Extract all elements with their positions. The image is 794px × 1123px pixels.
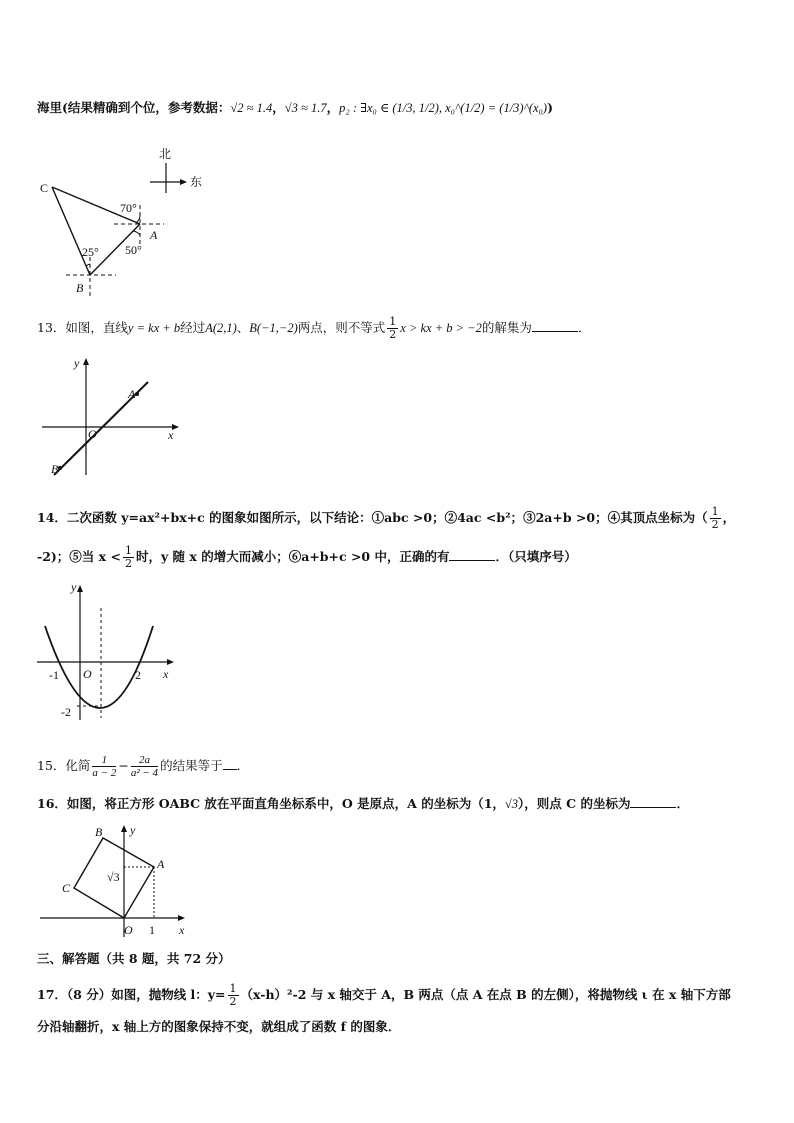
q16-text2: ），则点 C 的坐标为 bbox=[518, 796, 631, 811]
fig16-x-label: x bbox=[179, 923, 185, 937]
ref-sqrt2: √2 ≈ 1.4 bbox=[230, 101, 273, 115]
q17-fraction: $\frac{1}{2}$ bbox=[229, 982, 237, 1008]
q14-line2b: 时，y 随 x 的增大而减小；⑥a+b+c >0 中，正确的有 bbox=[135, 549, 450, 564]
fig13-origin: O bbox=[88, 427, 97, 441]
q14-c1: ①abc >0； bbox=[371, 510, 445, 525]
q14-c4: ④其顶点坐标为（ bbox=[607, 510, 708, 525]
fig14-y-label: y bbox=[71, 580, 77, 594]
q14-line2c: ．（只填序号） bbox=[495, 549, 577, 564]
fig13-x-label: x bbox=[168, 428, 174, 442]
fig16-sqrt3: √3 bbox=[107, 870, 120, 884]
north-label: 北 bbox=[159, 147, 172, 161]
q13-eq: y = kx + b bbox=[127, 321, 181, 335]
q15-lead: 15．化简 bbox=[37, 758, 91, 773]
point-B: B bbox=[76, 281, 84, 295]
figure-navigation bbox=[30, 145, 230, 300]
ref-sep2: ， bbox=[326, 100, 340, 115]
reference-data-line bbox=[37, 99, 553, 117]
section-3-heading: 三、解答题（共 8 题，共 72 分） bbox=[37, 951, 231, 966]
q16-text: 16．如图，将正方形 OABC 放在平面直角坐标系中，O 是原点，A 的坐标为（1， bbox=[37, 796, 505, 811]
ref-p2: p₂ : ∃x₀ ∈ (1/3, 1/2), x₀^(1/2) = (1/3)^(x₀) bbox=[339, 101, 548, 115]
fig16-point-B: B bbox=[95, 825, 103, 839]
q14-answer-blank[interactable] bbox=[449, 548, 495, 561]
q14-c3: ③2a+b >0； bbox=[523, 510, 608, 525]
question-17-line1 bbox=[37, 983, 731, 1008]
question-17-line2: 分沿轴翻折，x 轴上方的图象保持不变，就组成了函数 f 的图象． bbox=[37, 1019, 401, 1034]
q14-fraction-2: $\frac{1}{2}$ bbox=[124, 544, 132, 570]
q15-answer-blank[interactable] bbox=[223, 757, 237, 770]
q13-mid1: 经过 bbox=[180, 320, 206, 335]
fig13-point-B: B bbox=[51, 462, 59, 476]
east-label: 东 bbox=[190, 175, 203, 189]
q13-tail: 的解集为 bbox=[481, 320, 532, 335]
point-C: C bbox=[40, 181, 49, 195]
question-14-line2 bbox=[37, 545, 577, 570]
q14-c4b: ， bbox=[722, 510, 736, 525]
q17-line1a: 17．（8 分）如图，抛物线 l：y= bbox=[37, 987, 226, 1002]
q13-fraction: $\frac{1}{2}$ bbox=[389, 315, 397, 341]
q16-end: ． bbox=[676, 796, 689, 811]
angle-70: 70° bbox=[120, 201, 137, 215]
q15-minus: − bbox=[118, 758, 129, 773]
q15-fraction-2: $\frac{2a}{\text{a² − 4}}$ bbox=[130, 754, 159, 779]
q13-lead: 13．如图，直线 bbox=[37, 320, 128, 335]
fig13-point-A: A bbox=[128, 387, 136, 401]
ref-suffix: ) bbox=[547, 100, 553, 115]
q13-ptB: B(−1,−2) bbox=[249, 321, 298, 335]
fig14-x-label: x bbox=[163, 667, 169, 681]
ref-sep1: ， bbox=[272, 100, 285, 115]
fig14-origin: O bbox=[83, 667, 92, 681]
fig16-y-label: y bbox=[130, 823, 136, 837]
point-A: A bbox=[150, 228, 158, 242]
question-15 bbox=[37, 754, 249, 779]
q15-fraction-1: $\frac{1}{a - 2}$ bbox=[92, 754, 117, 779]
q13-ptA: A(2,1) bbox=[205, 321, 237, 335]
ref-prefix: 海里(结果精确到个位，参考数据： bbox=[37, 100, 231, 115]
fig16-tick-1: 1 bbox=[149, 923, 155, 937]
q14-fraction-1: $\frac{1}{2}$ bbox=[711, 505, 719, 531]
question-14-line1 bbox=[37, 506, 735, 531]
angle-50: 50° bbox=[125, 243, 142, 257]
angle-25: 25° bbox=[82, 245, 99, 259]
figure-13-line-graph bbox=[40, 355, 180, 480]
fig16-point-C: C bbox=[62, 881, 71, 895]
figure-14-parabola bbox=[35, 578, 180, 723]
fig16-origin: O bbox=[124, 923, 133, 937]
q16-answer-blank[interactable] bbox=[630, 795, 676, 808]
q17-line1b: （x-h）²-2 与 x 轴交于 A，B 两点（点 A 在点 B 的左侧），将抛物线 ι 在 x 轴下方部 bbox=[240, 987, 731, 1002]
q13-inequality: x > kx + b > −2 bbox=[400, 321, 482, 335]
q15-tail: 的结果等于 bbox=[160, 758, 223, 773]
figure-16-square bbox=[38, 822, 198, 942]
ref-sqrt3: √3 ≈ 1.7 bbox=[284, 101, 327, 115]
q13-mid3: 两点，则不等式 bbox=[297, 320, 386, 335]
fig13-y-label: y bbox=[74, 356, 80, 370]
q16-sqrt: √3 bbox=[504, 797, 519, 811]
q14-c2: ②4ac <b²； bbox=[444, 510, 524, 525]
q13-end: ． bbox=[577, 320, 591, 335]
fig14-tick-2: 2 bbox=[135, 668, 141, 682]
q15-end: ． bbox=[236, 758, 250, 773]
q13-mid2: 、 bbox=[236, 320, 250, 335]
q13-answer-blank[interactable] bbox=[532, 319, 578, 332]
fig14-tick-m1: -1 bbox=[49, 668, 59, 682]
fig16-point-A: A bbox=[157, 857, 165, 871]
fig14-tick-m2: -2 bbox=[61, 705, 71, 719]
q14-line2a: -2)；⑤当 x < bbox=[37, 549, 121, 564]
question-16 bbox=[37, 795, 689, 813]
q14-lead: 14．二次函数 y=ax²+bx+c 的图象如图所示，以下结论： bbox=[37, 510, 372, 525]
question-13 bbox=[37, 316, 590, 341]
